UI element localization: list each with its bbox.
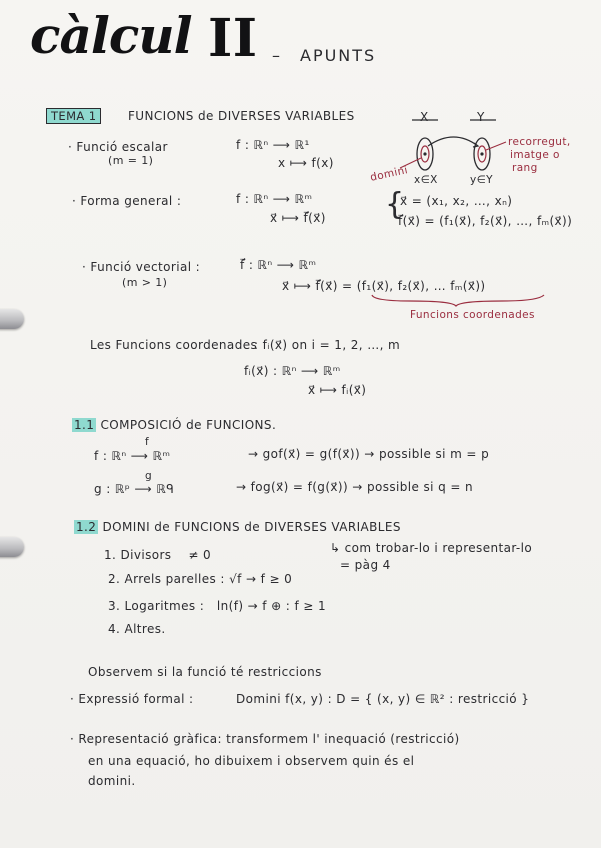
tema-title: FUNCIONS de DIVERSES VARIABLES [128, 109, 355, 123]
composition-f-arrow-label: f [145, 436, 150, 448]
general-map-1: f : ℝⁿ ⟶ ℝᵐ [236, 192, 313, 206]
composition-gof: → gof(x⃗) = g(f(x⃗)) → possible si m = p [248, 447, 490, 461]
representacio-line-2: en una equació, ho dibuixem i observem quin és el [88, 754, 415, 768]
title-dash: – [272, 46, 281, 65]
recorregut-line-1: recorregut, [508, 136, 571, 148]
composition-f: f : ℝⁿ ⟶ ℝᵐ [94, 449, 171, 463]
coord-map-1: fᵢ(x⃗) : ℝⁿ ⟶ ℝᵐ [244, 364, 341, 378]
domain-page-ref: = pàg 4 [340, 558, 391, 572]
vectorial-map-1: f⃗ : ℝⁿ ⟶ ℝᵐ [240, 258, 317, 272]
title-roman-numeral: II [208, 8, 258, 69]
domini-note: domini [369, 164, 410, 184]
domain-item-3: 3. Logaritmes : ln(f) → f ⊕ : f ≥ 1 [108, 599, 326, 613]
domain-how-to-note: ↳ com trobar-lo i representar-lo [330, 541, 533, 555]
page-subtitle: APUNTS [300, 46, 377, 65]
coord-text: : fᵢ(x⃗) on i = 1, 2, …, m [254, 338, 401, 352]
composition-g-arrow-label: g [145, 470, 153, 482]
representacio-line-1: · Representació gràfica: transformem l' inequació (restricció) [70, 732, 460, 746]
coord-label: Les Funcions coordenades [90, 338, 258, 352]
domain-item-1: 1. Divisors ≠ 0 [104, 548, 212, 562]
general-brace: { [385, 187, 405, 222]
general-def-1: x⃗ = (x₁, x₂, …, xₙ) [400, 194, 513, 208]
section-1-1-title: COMPOSICIÓ de FUNCIONS. [100, 418, 277, 432]
set-x-label: X [420, 110, 429, 124]
binder-ring-top [0, 309, 24, 329]
composition-g: g : ℝᵖ ⟶ ℝᑫ [94, 482, 175, 496]
element-y: y∈Y [470, 174, 493, 186]
section-1-2-number: 1.2 [76, 520, 97, 534]
recorregut-line-2: imatge o [510, 149, 560, 161]
section-1-1-number: 1.1 [74, 418, 95, 432]
representacio-line-3: domini. [88, 774, 136, 788]
general-map-2: x⃗ ⟼ f⃗(x⃗) [270, 211, 326, 225]
section-1-1-heading [72, 418, 276, 432]
general-label: · Forma general : [72, 194, 182, 208]
coord-map-2: x⃗ ⟼ fᵢ(x⃗) [308, 383, 367, 397]
scalar-map-1: f : ℝⁿ ⟶ ℝ¹ [236, 138, 310, 152]
coord-brace-svg [370, 293, 550, 307]
recorregut-line-3: rang [512, 162, 538, 174]
general-def-2: f⃗(x⃗) = (f₁(x⃗), f₂(x⃗), …, fₘ(x⃗)) [398, 214, 573, 228]
scalar-condition: (m = 1) [108, 154, 154, 167]
vectorial-map-2: x⃗ ⟼ f⃗(x⃗) = (f₁(x⃗), f₂(x⃗), … fₘ(x⃗)) [282, 279, 486, 293]
binder-ring-bottom [0, 537, 24, 557]
expressio-label: · Expressió formal : [70, 692, 194, 706]
expressio-formal: Domini f(x, y) : D = { (x, y) ∈ ℝ² : restricció } [236, 692, 530, 706]
observem-note: Observem si la funció té restriccions [88, 665, 322, 679]
vectorial-condition: (m > 1) [122, 276, 168, 289]
vectorial-label: · Funció vectorial : [82, 260, 201, 274]
section-1-2-heading [74, 520, 401, 534]
page-title: càlcul [30, 6, 192, 65]
set-y-label: Y [477, 110, 485, 124]
scalar-label: · Funció escalar [68, 140, 168, 154]
element-x: x∈X [414, 174, 438, 186]
tema-label: TEMA 1 [46, 108, 101, 124]
composition-fog: → fog(x⃗) = f(g(x⃗)) → possible si q = n [236, 480, 474, 494]
domain-item-2: 2. Arrels parelles : √f → f ≥ 0 [108, 572, 293, 586]
section-1-2-title: DOMINI de FUNCIONS de DIVERSES VARIABLES [102, 520, 401, 534]
scalar-map-2: x ⟼ f(x) [278, 156, 334, 170]
domain-item-4: 4. Altres. [108, 622, 166, 636]
funcions-coordenades-note: Funcions coordenades [410, 309, 535, 321]
